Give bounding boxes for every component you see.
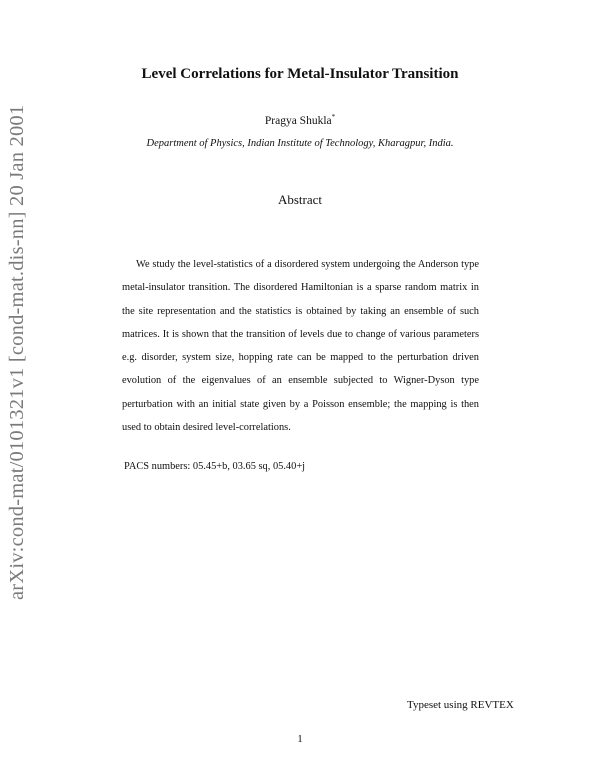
arxiv-identifier-sidebar: arXiv:cond-mat/0101321v1 [cond-mat.dis-nn] 20 Jan 2001: [6, 104, 28, 600]
author-affiliation: Department of Physics, Indian Institute of Technology, Kharagpur, India.: [146, 138, 454, 149]
page-number: 1: [297, 733, 303, 745]
author-line: [0, 113, 600, 127]
paper-title: Level Correlations for Metal-Insulator Transition: [141, 66, 459, 82]
abstract-body: We study the level-statistics of a disordered system undergoing the Anderson type metal-insulator transition. The disordered Hamiltonian is a sparse random matrix in the site representation and the statistics is obtained by taking an ensemble of such matrices. It is shown that the transition of levels due to change of various parameters e.g. disorder, system size, hopping rate can be mapped to the perturbation driven evolution of the eigenvalues of an ensemble subjected to Wigner-Dyson type perturbation with an initial state given by a Poisson ensemble; the mapping is then used to obtain desired level-correlations.: [122, 259, 479, 434]
pacs-numbers: PACS numbers: 05.45+b, 03.65 sq, 05.40+j: [124, 461, 306, 472]
author-footnote-mark: *: [331, 113, 336, 121]
abstract-heading: Abstract: [277, 192, 323, 207]
typeset-note: Typeset using REVTEX: [407, 699, 514, 711]
author-name: Pragya Shukla: [264, 115, 332, 127]
